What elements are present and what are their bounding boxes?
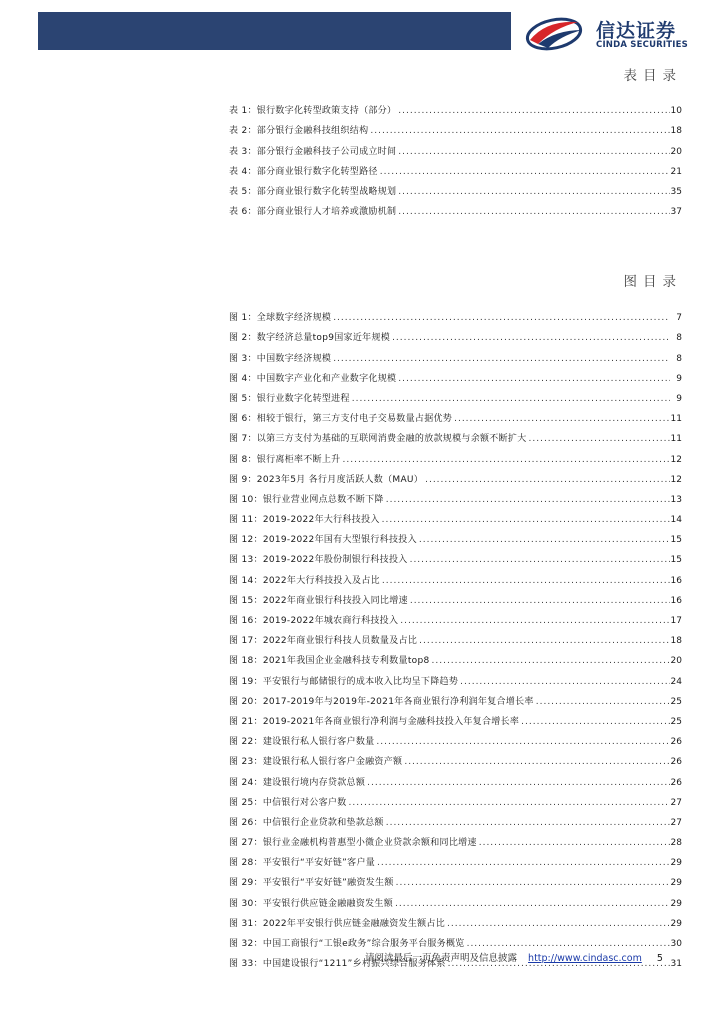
toc-dot-leader	[384, 495, 670, 505]
toc-entry-label: 图 31：2022年平安银行供应链金融融资发生额占比	[229, 918, 446, 929]
toc-entry-page: 31	[670, 959, 682, 970]
toc-entry-page: 14	[670, 515, 682, 526]
toc-entry[interactable]	[229, 136, 682, 156]
toc-dot-leader	[396, 106, 670, 116]
company-logo	[524, 14, 699, 52]
toc-entry-label: 图 8：银行离柜率不断上升	[229, 454, 341, 465]
toc-dot-leader	[350, 394, 670, 404]
toc-dot-leader	[393, 899, 670, 909]
toc-entry-page: 29	[670, 918, 682, 929]
toc-entry-page: 26	[670, 737, 682, 748]
toc-entry-page: 24	[670, 676, 682, 687]
toc-entry[interactable]	[229, 727, 682, 747]
tables-section-title: 表目录	[623, 68, 682, 84]
toc-entry-page: 27	[670, 817, 682, 828]
toc-entry-page: 29	[670, 878, 682, 889]
footer-disclaimer[interactable]: 请阅读最后一页免责声明及信息披露	[365, 953, 518, 964]
toc-entry[interactable]	[229, 177, 682, 197]
toc-entry-label: 图 19：平安银行与邮储银行的成本收入比均呈下降趋势	[229, 676, 459, 687]
toc-entry-page: 29	[670, 898, 682, 909]
toc-entry[interactable]	[229, 485, 682, 505]
toc-dot-leader	[417, 636, 670, 646]
page-footer	[365, 950, 663, 964]
toc-entry-page: 25	[670, 696, 682, 707]
toc-entry[interactable]	[229, 747, 682, 767]
toc-entry[interactable]	[229, 788, 682, 808]
toc-dot-leader	[452, 414, 670, 424]
toc-entry-page: 11	[670, 434, 682, 445]
toc-dot-leader	[519, 717, 670, 727]
toc-entry-label: 图 32：中国工商银行“工银e政务”综合服务平台服务概览	[229, 939, 465, 949]
toc-entry-label: 图 23：建设银行私人银行客户金融资产额	[229, 757, 403, 768]
toc-entry-page: 18	[670, 636, 682, 647]
toc-dot-leader	[417, 535, 670, 545]
toc-entry[interactable]	[229, 444, 682, 464]
toc-entry-page: 11	[670, 414, 682, 425]
toc-entry-page: 12	[670, 454, 682, 465]
toc-entry-page: 7	[676, 313, 682, 324]
toc-entry-page: 9	[676, 373, 682, 384]
toc-entry[interactable]	[229, 343, 682, 363]
toc-entry-label: 表 4：部分商业银行数字化转型路径	[229, 166, 378, 177]
toc-dot-leader	[368, 126, 670, 136]
toc-dot-leader	[331, 313, 670, 323]
toc-entry[interactable]	[229, 868, 682, 888]
toc-entry[interactable]	[229, 626, 682, 646]
toc-entry-label: 图 4：中国数字产业化和产业数字化规模	[229, 373, 397, 384]
toc-entry-page: 13	[670, 494, 682, 505]
toc-dot-leader	[402, 757, 670, 767]
toc-entry-label: 图 25：中信银行对公客户数	[229, 797, 347, 808]
toc-entry[interactable]	[229, 767, 682, 787]
toc-entry[interactable]	[229, 323, 682, 343]
toc-entry-label: 表 3：部分银行金融科技子公司成立时间	[229, 146, 397, 157]
toc-entry[interactable]	[229, 384, 682, 404]
toc-entry[interactable]	[229, 929, 682, 949]
toc-entry[interactable]	[229, 404, 682, 424]
toc-entry-label: 图 7：以第三方支付为基础的互联网消费金融的放款规模与余额不断扩大	[229, 434, 527, 445]
toc-dot-leader	[390, 333, 670, 343]
toc-entry-page: 8	[676, 353, 682, 364]
toc-entry[interactable]	[229, 606, 682, 626]
toc-entry-label: 图 17：2022年商业银行科技人员数量及占比	[229, 636, 418, 647]
toc-entry-page: 30	[670, 939, 682, 949]
toc-dot-leader	[423, 475, 670, 485]
toc-entry[interactable]	[229, 465, 682, 485]
toc-entry-label: 图 11：2019-2022年大行科技投入	[229, 515, 380, 526]
toc-dot-leader	[365, 778, 670, 788]
toc-entry[interactable]	[229, 666, 682, 686]
toc-dot-leader	[396, 207, 670, 217]
toc-dot-leader	[347, 798, 670, 808]
toc-entry[interactable]	[229, 96, 682, 116]
toc-entry-label: 图 30：平安银行供应链金融融资发生额	[229, 898, 394, 909]
toc-dot-leader	[398, 616, 670, 626]
toc-entry[interactable]	[229, 848, 682, 868]
toc-entry-label: 图 12：2019-2022年国有大型银行科技投入	[229, 535, 417, 546]
toc-dot-leader	[384, 818, 670, 828]
toc-dot-leader	[396, 147, 670, 157]
toc-dot-leader	[394, 878, 670, 888]
toc-entry-label: 图 28：平安银行“平安好链”客户量	[229, 858, 376, 869]
toc-entry-label: 图 2：数字经济总量top9国家近年规模	[229, 333, 391, 344]
toc-entry[interactable]	[229, 808, 682, 828]
toc-entry-page: 18	[670, 126, 682, 137]
toc-entry-page: 28	[670, 838, 682, 849]
footer-page-number: 5	[656, 953, 663, 964]
toc-entry-page: 25	[670, 716, 682, 727]
toc-entry[interactable]	[229, 364, 682, 384]
toc-entry-label: 图 3：中国数字经济规模	[229, 353, 332, 364]
toc-dot-leader	[380, 576, 670, 586]
toc-entry-label: 表 2：部分银行金融科技组织结构	[229, 126, 369, 137]
toc-entry-label: 表 6：部分商业银行人才培养或激励机制	[229, 207, 397, 218]
toc-dot-leader	[331, 354, 670, 364]
toc-entry-page: 15	[670, 535, 682, 546]
toc-entry[interactable]	[229, 157, 682, 177]
toc-entry[interactable]	[229, 197, 682, 217]
toc-entry-page: 20	[670, 146, 682, 157]
figures-toc-list	[229, 303, 682, 969]
toc-entry-page: 10	[670, 106, 682, 117]
toc-entry[interactable]	[229, 545, 682, 565]
cinda-logo-icon	[524, 14, 586, 52]
toc-entry-page: 20	[670, 656, 682, 667]
toc-entry-label: 图 20：2017-2019年与2019年-2021年各商业银行净利润年复合增长率	[229, 696, 534, 707]
toc-entry-label: 图 10：银行业营业网点总数不断下降	[229, 494, 384, 505]
toc-entry[interactable]	[229, 888, 682, 908]
toc-entry[interactable]	[229, 505, 682, 525]
toc-entry-label: 图 15：2022年商业银行科技投入同比增速	[229, 595, 408, 606]
toc-entry-page: 16	[670, 595, 682, 606]
toc-dot-leader	[374, 737, 670, 747]
toc-entry-label: 图 14：2022年大行科技投入及占比	[229, 575, 380, 586]
toc-entry-label: 图 18：2021年我国企业金融科技专利数量top8	[229, 656, 430, 667]
toc-entry-page: 21	[670, 166, 682, 177]
toc-entry-label: 图 22：建设银行私人银行客户数量	[229, 737, 375, 748]
toc-dot-leader	[408, 596, 670, 606]
toc-entry-page: 29	[670, 858, 682, 869]
toc-dot-leader	[458, 677, 670, 687]
toc-dot-leader	[430, 656, 671, 666]
toc-dot-leader	[465, 939, 670, 949]
toc-entry-page: 15	[670, 555, 682, 566]
footer-website-link[interactable]: http://www.cindasc.com	[528, 953, 642, 964]
toc-entry[interactable]	[229, 116, 682, 136]
toc-dot-leader	[477, 838, 670, 848]
toc-entry-label: 图 9：2023年5月 各行月度活跃人数（MAU）	[229, 474, 424, 485]
toc-dot-leader	[341, 455, 671, 465]
toc-entry[interactable]	[229, 646, 682, 666]
tables-toc-list	[229, 96, 682, 217]
toc-entry[interactable]	[229, 424, 682, 444]
toc-entry-page: 12	[670, 474, 682, 485]
toc-dot-leader	[527, 434, 671, 444]
toc-dot-leader	[396, 374, 670, 384]
figures-section-title: 图目录	[623, 274, 682, 290]
toc-entry-label: 图 5：银行业数字化转型进程	[229, 393, 350, 404]
toc-dot-leader	[408, 555, 670, 565]
toc-entry-label: 图 13：2019-2022年股份制银行科技投入	[229, 555, 408, 566]
toc-dot-leader	[380, 515, 670, 525]
toc-entry[interactable]	[229, 525, 682, 545]
logo-english-name: CINDA SECURITIES	[596, 40, 688, 50]
toc-entry-label: 图 6：相较于银行，第三方支付电子交易数量占据优势	[229, 414, 453, 425]
toc-entry-label: 图 29：平安银行“平安好链”融资发生额	[229, 878, 394, 889]
toc-entry-label: 图 33：中国建设银行“1211”乡村振兴综合服务体系	[229, 959, 446, 970]
header-bar	[38, 12, 511, 50]
toc-entry-page: 16	[670, 575, 682, 586]
toc-dot-leader	[445, 919, 670, 929]
toc-dot-leader	[378, 167, 670, 177]
toc-entry-label: 图 26：中信银行企业贷款和垫款总额	[229, 817, 384, 828]
toc-entry-label: 表 5：部分商业银行数字化转型战略规划	[229, 186, 397, 197]
toc-entry[interactable]	[229, 303, 682, 323]
toc-entry[interactable]	[229, 687, 682, 707]
toc-entry-page: 17	[670, 616, 682, 626]
toc-entry-label: 图 24：建设银行境内存贷款总额	[229, 777, 366, 788]
toc-entry[interactable]	[229, 828, 682, 848]
toc-entry-page: 26	[670, 777, 682, 788]
toc-dot-leader	[375, 858, 670, 868]
toc-entry-label: 图 16：2019-2022年城农商行科技投入	[229, 616, 399, 626]
toc-entry[interactable]	[229, 707, 682, 727]
toc-entry[interactable]	[229, 909, 682, 929]
toc-entry-page: 37	[670, 207, 682, 218]
toc-entry-page: 8	[676, 333, 682, 344]
toc-dot-leader	[396, 187, 670, 197]
toc-dot-leader	[534, 697, 670, 707]
toc-entry[interactable]	[229, 565, 682, 585]
toc-entry-page: 9	[676, 393, 682, 404]
toc-entry-page: 27	[670, 797, 682, 808]
toc-entry-page: 26	[670, 757, 682, 768]
toc-entry-label: 图 1：全球数字经济规模	[229, 313, 332, 324]
toc-entry-label: 表 1：银行数字化转型政策支持（部分）	[229, 106, 397, 117]
toc-entry-page: 35	[670, 186, 682, 197]
toc-entry-label: 图 21：2019-2021年各商业银行净利润与金融科技投入年复合增长率	[229, 716, 520, 727]
toc-entry[interactable]	[229, 586, 682, 606]
logo-chinese-name: 信达证券	[596, 20, 677, 42]
toc-entry-label: 图 27：银行业金融机构普惠型小微企业贷款余额和同比增速	[229, 838, 477, 849]
